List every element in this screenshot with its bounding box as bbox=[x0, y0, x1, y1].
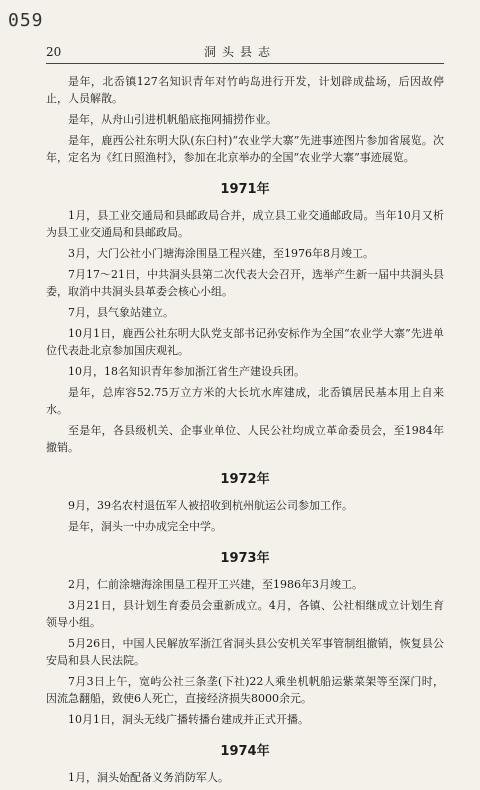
year-heading-1974: 1974年 bbox=[220, 744, 270, 759]
entry-paragraph: 是年，北岙镇127名知识青年对竹屿岛进行开发，计划辟成盐场，后因故停止，人员解散。 bbox=[46, 75, 444, 105]
entry-paragraph: 至是年，各县级机关、企事业单位、人民公社均成立革命委员会，至1984年撤销。 bbox=[46, 424, 444, 454]
header-rule bbox=[46, 63, 444, 64]
entry-paragraph: 是年，洞头一中办成完全中学。 bbox=[68, 520, 222, 533]
chronicle-body bbox=[46, 73, 444, 790]
entry-paragraph: 10月1日，洞头无线广播转播台建成并正式开播。 bbox=[68, 713, 309, 726]
entry-paragraph: 1月，县工业交通局和县邮政局合并，成立县工业交通邮政局。当年10月又析为县工业交通局和县邮政局。 bbox=[46, 209, 444, 239]
entry-paragraph: 是年，鹿西公社东明大队(东臼村)“农业学大寨”先进事迹图片参加省展览。次年，定名为《红日照渔村》，参加在北京举办的全国“农业学大寨”事迹展览。 bbox=[46, 134, 444, 164]
entry-paragraph: 10月1日，鹿西公社东明大队党支部书记孙安标作为全国“农业学大寨”先进单位代表赴北京参加国庆观礼。 bbox=[46, 327, 444, 357]
entry-paragraph: 3月21日，县计划生育委员会重新成立。4月，各镇、公社相继成立计划生育领导小组。 bbox=[46, 599, 444, 629]
page-stamp-number: 059 bbox=[8, 10, 44, 31]
entry-paragraph: 3月，大门公社小门塘海涂围垦工程兴建，至1976年8月竣工。 bbox=[68, 247, 374, 260]
entry-paragraph: 7月3日上午，宽屿公社三条垄(下社)22人乘坐机帆船运紫菜架等至深门时，因流急翻船，致使6人死亡，直接经济损失8000余元。 bbox=[46, 675, 444, 705]
page-number: 20 bbox=[46, 45, 62, 59]
entry-paragraph: 2月，仁前涂塘海涂围垦工程开工兴建，至1986年3月竣工。 bbox=[68, 578, 363, 591]
entry-paragraph: 1月，洞头始配备义务消防军人。 bbox=[68, 771, 229, 784]
entry-paragraph: 9月，39名农村退伍军人被招收到杭州航运公司参加工作。 bbox=[68, 499, 353, 512]
running-head: 洞头县志 bbox=[203, 45, 276, 59]
entry-paragraph: 7月17～21日，中共洞头县第二次代表大会召开，选举产生新一届中共洞头县委，取消中共洞头县革委会核心小组。 bbox=[46, 268, 444, 298]
year-heading-1973: 1973年 bbox=[220, 551, 270, 566]
entry-paragraph: 5月26日，中国人民解放军浙江省洞头县公安机关军事管制组撤销，恢复县公安局和县人民法院。 bbox=[46, 637, 444, 667]
year-heading-1972: 1972年 bbox=[220, 472, 270, 487]
entry-paragraph: 10月，18名知识青年参加浙江省生产建设兵团。 bbox=[68, 365, 305, 378]
entry-paragraph: 7月，县气象站建立。 bbox=[68, 306, 174, 319]
entry-paragraph: 是年，从舟山引进机帆船底拖网捕捞作业。 bbox=[68, 113, 277, 126]
year-heading-1971: 1971年 bbox=[220, 182, 270, 197]
entry-paragraph: 是年，总库容52.75万立方米的大长坑水库建成，北岙镇居民基本用上自来水。 bbox=[46, 386, 444, 416]
